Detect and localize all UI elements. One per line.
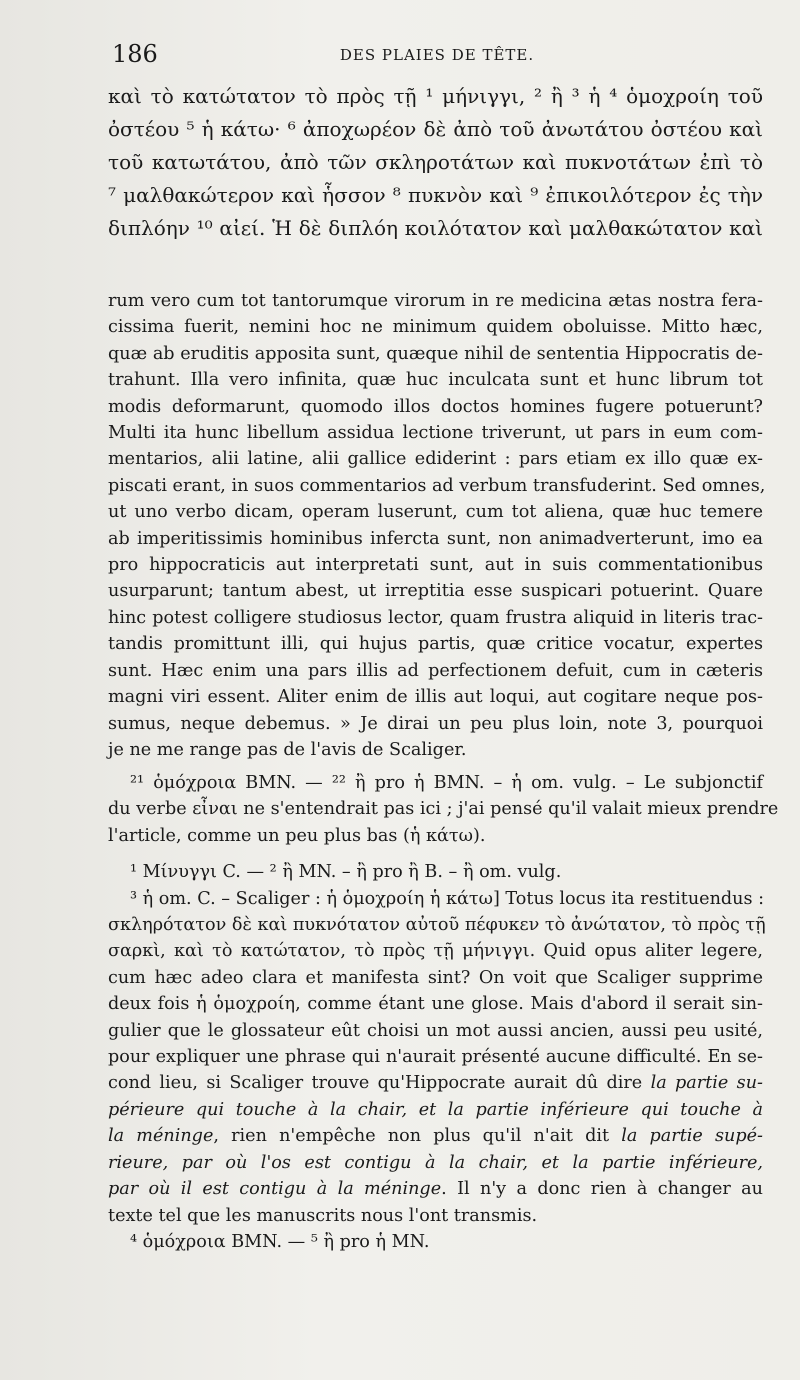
note-3-text: cond lieu, si Scaliger trouve qu'Hippocrate aurait dû dire — [108, 1073, 643, 1094]
page-header — [112, 40, 762, 74]
note-3-italic: la méninge — [108, 1126, 214, 1147]
note-3-line — [108, 1097, 763, 1123]
note-3-text: , rien n'empêche non plus qu'il n'ait dit — [213, 1126, 610, 1147]
greek-text-block — [108, 80, 763, 245]
latin-line: ut uno verbo dicam, operam luserunt, cum tot aliena, quæ huc temere — [108, 502, 763, 523]
note-3-italic: la partie supé- — [621, 1126, 763, 1147]
note-3-line: pour expliquer une phrase qui n'aurait présenté aucune difficulté. En se- — [108, 1047, 763, 1068]
latin-quotation — [108, 288, 766, 763]
note-gap — [108, 849, 763, 859]
note-3-line: gulier que le glossateur eût choisi un mot aussi ancien, aussi peu usité, — [108, 1020, 763, 1041]
latin-line: rum vero cum tot tantorumque virorum in re medicina ætas nostra fera- — [108, 291, 763, 311]
latin-line: hinc potest colligere studiosus lector, quam frustra aliquid in literis trac- — [108, 607, 763, 628]
note-3-italic: périeure qui touche à la chair, et la partie inférieure qui touche à — [108, 1099, 763, 1120]
note-3-line: cum hæc adeo clara et manifesta sint? On voit que Scaliger supprime — [108, 967, 763, 988]
latin-line: je ne me range pas de l'avis de Scaliger. — [108, 739, 467, 760]
note-21-line: du verbe εἶναι ne s'entendrait pas ici ; j'ai pensé qu'il valait mieux prendre — [108, 799, 779, 820]
greek-line: τοῦ κατωτάτου, ἀπὸ τῶν σκληροτάτων καὶ πυκνοτάτων ἐπὶ τὸ — [108, 150, 763, 174]
footnotes — [108, 770, 779, 1255]
latin-line: pro hippocraticis aut interpretati sunt, aut in suis commentationibus — [108, 555, 763, 576]
running-head: DES PLAIES DE TÊTE. — [339, 46, 535, 64]
latin-line: trahunt. Illa vero infinita, quæ huc inculcata sunt et hunc librum tot — [108, 370, 763, 391]
note-3-italic: par où il est contigu à la méninge — [108, 1179, 442, 1200]
greek-line: διπλόην ¹⁰ αἰεί. Ἡ δὲ διπλόη κοιλότατον καὶ μαλθακώτατον καὶ — [108, 216, 763, 240]
greek-line: ⁷ μαλθακώτερον καὶ ἧσσον ⁸ πυκνὸν καὶ ⁹ ἐπικοιλότερον ἐς τὴν — [108, 183, 763, 207]
latin-line: magni viri essent. Aliter enim de illis aut loqui, aut cogitare neque pos- — [108, 687, 763, 708]
note-3-italic: la partie su- — [650, 1073, 763, 1094]
latin-line: sunt. Hæc enim una pars illis ad perfectionem defuit, cum in cæteris — [108, 660, 763, 681]
greek-line: καὶ τὸ κατώτατον τὸ πρὸς τῇ ¹ μήνιγγι, ² ἢ ³ ἡ ⁴ ὁμοχροίη τοῦ — [108, 84, 763, 108]
note-3-line — [108, 1150, 763, 1176]
note-3-line — [108, 1070, 763, 1096]
note-3-line: σαρκὶ, καὶ τὸ κατώτατον, τὸ πρὸς τῇ μήνιγγι. Quid opus aliter legere, — [108, 941, 763, 962]
note-21-line: ²¹ ὁμόχροια BMN. — ²² ἢ pro ἡ BMN. – ἡ om. vulg. – Le subjonctif — [130, 773, 763, 793]
note-3-text: . Il n'y a donc rien à changer au — [441, 1179, 764, 1200]
latin-line: cissima fuerit, nemini hoc ne minimum quidem oboluisse. Mitto hæc, — [108, 317, 763, 338]
note-3-line — [108, 1123, 763, 1149]
note-3-line: σκληρότατον δὲ καὶ πυκνότατον αὐτοῦ πέφυκεν τὸ ἀνώτατον, τὸ πρὸς τῇ — [108, 915, 766, 936]
note-3-line: ³ ἡ om. C. – Scaliger : ἡ ὁμοχροίη ἡ κάτω] Totus locus ita restituendus : — [130, 888, 765, 909]
latin-line: usurparunt; tantum abest, ut irreptitia esse suspicari potuerint. Quare — [108, 581, 763, 602]
latin-line: ab imperitissimis hominibus infercta sunt, non animadverterunt, imo ea — [108, 528, 763, 549]
latin-line: quæ ab eruditis apposita sunt, quæque nihil de sententia Hippocratis de- — [108, 343, 763, 364]
latin-line: tandis promittunt illi, qui hujus partis, quæ critice vocatur, expertes — [108, 634, 763, 655]
note-3-italic: rieure, par où l'os est contigu à la chair, et la partie inférieure, — [108, 1152, 763, 1173]
note-3-line — [108, 1176, 763, 1202]
note-1-line: ¹ Μίνυγγι C. — ² ἢ MN. – ἢ pro ἢ B. – ἢ om. vulg. — [130, 862, 562, 883]
latin-line: mentarios, alii latine, alii gallice ediderint : pars etiam ex illo quæ ex- — [108, 449, 763, 470]
note-3-line: deux fois ἡ ὁμοχροίη, comme étant une glose. Mais d'abord il serait sin- — [108, 994, 763, 1015]
latin-line: Multi ita hunc libellum assidua lectione triverunt, ut pars in eum com- — [108, 423, 763, 444]
latin-line: modis deformarunt, quomodo illos doctos homines fugere potuerunt? — [108, 396, 763, 417]
greek-line: ὀστέου ⁵ ἡ κάτω· ⁶ ἀποχωρέον δὲ ἀπὸ τοῦ ἀνωτάτου ὀστέου καὶ — [108, 117, 763, 141]
latin-line: sumus, neque debemus. » Je dirai un peu plus loin, note 3, pourquoi — [108, 713, 763, 734]
latin-line: piscati erant, in suos commentarios ad verbum transfuderint. Sed omnes, — [108, 475, 766, 496]
page-number: 186 — [112, 40, 158, 68]
note-4-line: ⁴ ὁμόχροια BMN. — ⁵ ἢ pro ἡ MN. — [130, 1231, 430, 1252]
note-3-line: texte tel que les manuscrits nous l'ont transmis. — [108, 1205, 538, 1226]
note-21-line: l'article, comme un peu plus bas (ἡ κάτω). — [108, 825, 486, 846]
